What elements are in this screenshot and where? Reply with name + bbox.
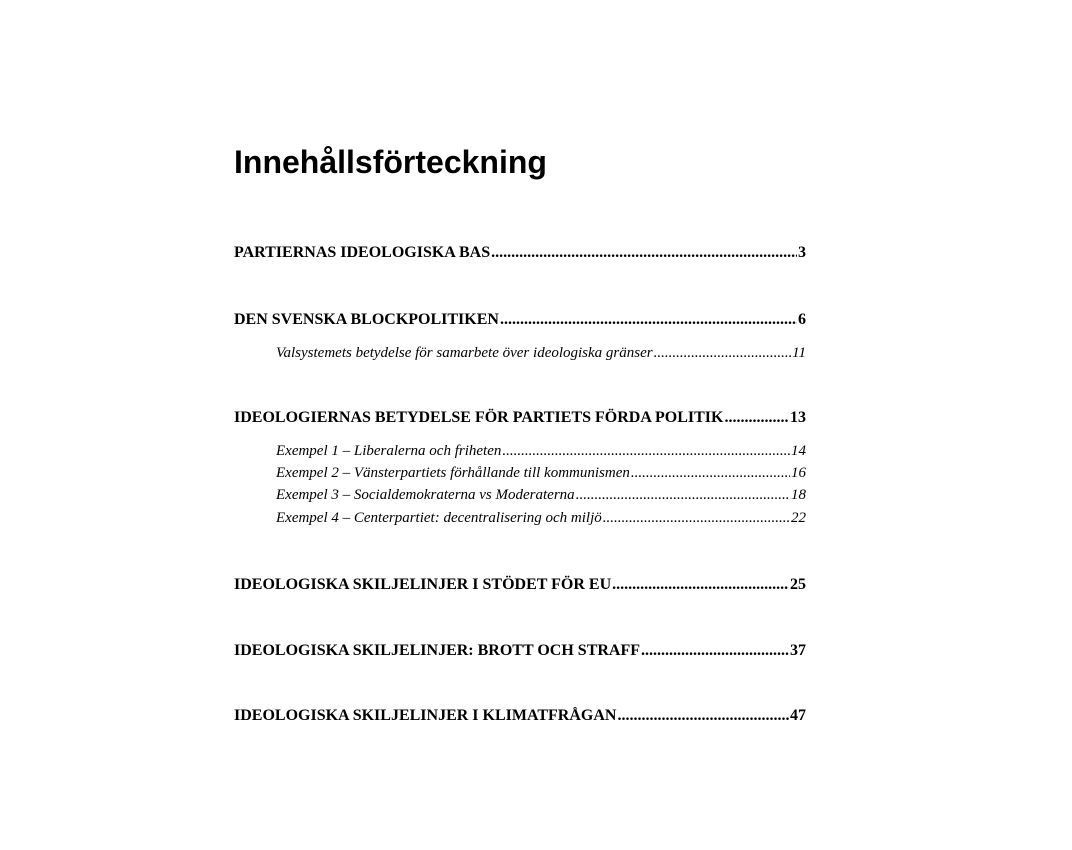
dot-leader [724, 407, 789, 429]
toc-page-number: 11 [792, 345, 806, 361]
dot-leader [576, 485, 790, 506]
dot-leader [641, 640, 789, 662]
toc-page-number: 18 [791, 487, 806, 503]
toc-subentry-exempel-3[interactable] [276, 485, 806, 506]
toc-entry-skiljelinjer-klimatfragan[interactable] [234, 705, 806, 727]
toc-page-number: 37 [790, 642, 806, 659]
toc-subentry-exempel-2[interactable] [276, 463, 806, 484]
toc-entry-label: IDEOLOGISKA SKILJELINJER: BROTT OCH STRAFF [234, 642, 641, 659]
toc-entry-ideologiernas-betydelse[interactable] [234, 407, 806, 429]
dot-leader [603, 508, 790, 529]
toc-subentry-label: Exempel 4 – Centerpartiet: decentralisering och miljö [276, 510, 602, 526]
toc-page-number: 22 [791, 510, 806, 526]
dot-leader [617, 705, 789, 727]
toc-page-number: 3 [798, 244, 806, 261]
toc-subentry-valsystemets-betydelse[interactable] [276, 343, 806, 364]
toc-subentry-label: Exempel 3 – Socialdemokraterna vs Moderaterna [276, 487, 575, 503]
dot-leader [491, 242, 797, 264]
toc-page-number: 6 [798, 311, 806, 328]
dot-leader [631, 463, 790, 484]
toc-entry-label: IDEOLOGISKA SKILJELINJER I KLIMATFRÅGAN [234, 707, 617, 724]
dot-leader [612, 574, 789, 596]
toc-subentry-label: Valsystemets betydelse för samarbete över ideologiska gränser [276, 345, 653, 361]
toc-entry-label: IDEOLOGISKA SKILJELINJER I STÖDET FÖR EU [234, 576, 612, 593]
toc-subentry-exempel-4[interactable] [276, 508, 806, 529]
toc-subentry-label: Exempel 1 – Liberalerna och friheten [276, 443, 502, 459]
toc-title: Innehållsförteckning [234, 144, 547, 180]
toc-page-number: 14 [791, 443, 806, 459]
toc-entry-den-svenska-blockpolitiken[interactable] [234, 309, 806, 331]
dot-leader [502, 441, 790, 462]
toc-entry-label: PARTIERNAS IDEOLOGISKA BAS [234, 244, 491, 261]
toc-entry-label: DEN SVENSKA BLOCKPOLITIKEN [234, 311, 499, 328]
toc-page-number: 25 [790, 576, 806, 593]
toc-entry-partiernas-ideologiska-bas[interactable] [234, 242, 806, 264]
toc-page-number: 16 [791, 465, 806, 481]
toc-entry-skiljelinjer-brott-och-straff[interactable] [234, 640, 806, 662]
toc-entry-label: IDEOLOGIERNAS BETYDELSE FÖR PARTIETS FÖRDA POLITIK [234, 409, 724, 426]
toc-subentry-label: Exempel 2 – Vänsterpartiets förhållande till kommunismen [276, 465, 630, 481]
toc-page-number: 47 [790, 707, 806, 724]
toc-page-number: 13 [790, 409, 806, 426]
toc-entry-skiljelinjer-eu[interactable] [234, 574, 806, 596]
toc-subentry-exempel-1[interactable] [276, 441, 806, 462]
dot-leader [500, 309, 797, 331]
dot-leader [654, 343, 792, 364]
